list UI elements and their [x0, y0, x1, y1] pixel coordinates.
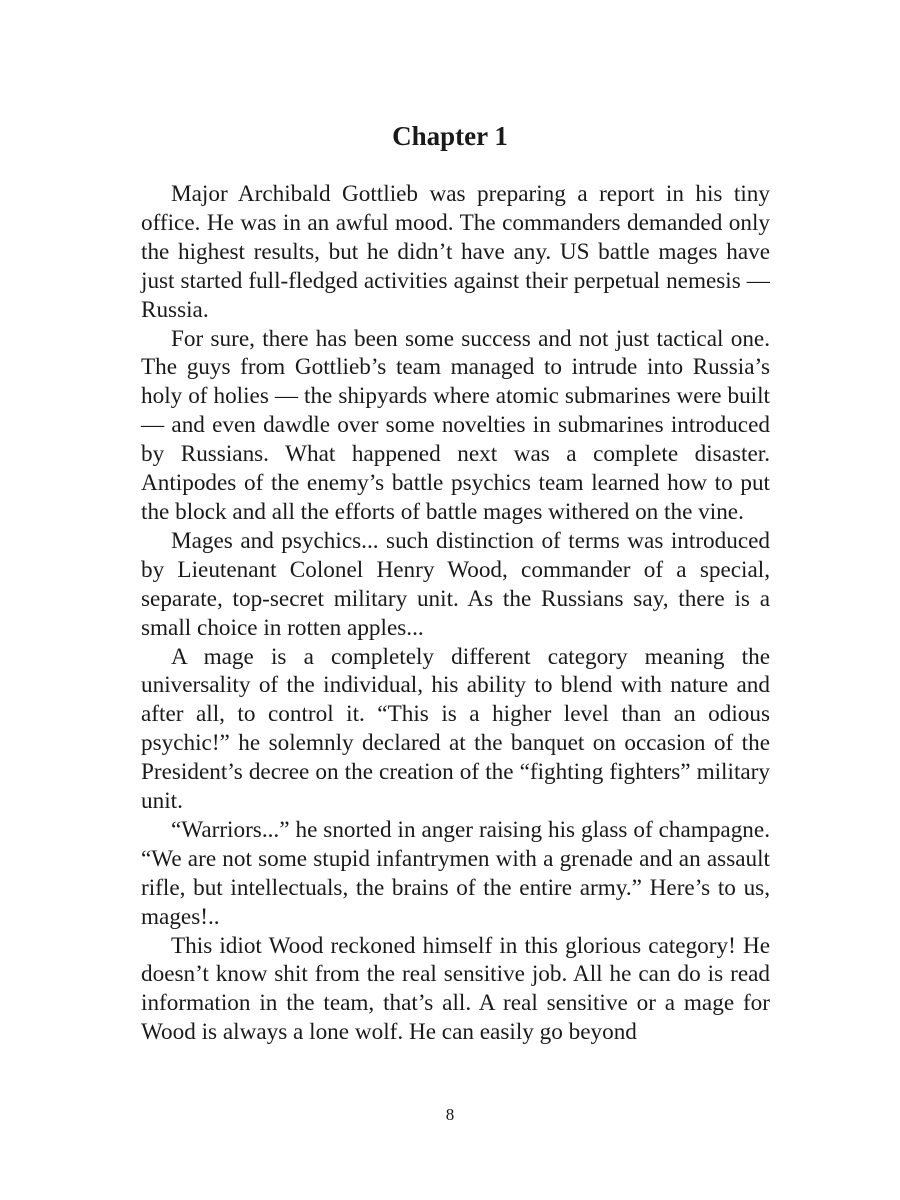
chapter-body	[141, 180, 770, 1047]
chapter-title: Chapter 1	[392, 121, 508, 151]
paragraph-2: For sure, there has been some success and not just tactical one. The guys from Gottlieb’s team managed to intrude into Russia’s holy of holies — the shipyards where atomic submarines were built — and even dawdle over some novelties in submarines introduced by Russians. What happened next was a complete disaster. Antipodes of the enemy’s battle psychics team learned how to put the block and all the efforts of battle mages withered on the vine.	[141, 325, 770, 525]
paragraph-6: This idiot Wood reckoned himself in this glorious category! He doesn’t know shit from the real sensitive job. All he can do is read information in the team, that’s all. A real sensitive or a mage for Wood is always a lone wolf. He can easily go beyond	[141, 932, 770, 1046]
paragraph-3: Mages and psychics... such distinction of terms was introduced by Lieutenant Colonel Henry Wood, commander of a special, separate, top-secret military unit. As the Russians say, there is a small choice in rotten apples...	[141, 527, 770, 641]
paragraph-5: “Warriors...” he snorted in anger raising his glass of champagne. “We are not some stupid infantrymen with a grenade and an assault rifle, but intellectuals, the brains of the entire army.” Here’s to us, mages!..	[141, 816, 770, 930]
paragraph-1: Major Archibald Gottlieb was preparing a report in his tiny office. He was in an awful mood. The commanders demanded only the highest results, but he didn’t have any. US battle mages have just started full-fledged activities against their perpetual nemesis — Russia.	[141, 181, 770, 323]
paragraph-4: A mage is a completely different category meaning the universality of the individual, his ability to blend with nature and after all, to control it. “This is a higher level than an odious psychic!” he solemnly declared at the banquet on occasion of the President’s decree on the creation of the “fighting fighters” military unit.	[141, 643, 770, 815]
page-number: 8	[445, 1105, 455, 1124]
